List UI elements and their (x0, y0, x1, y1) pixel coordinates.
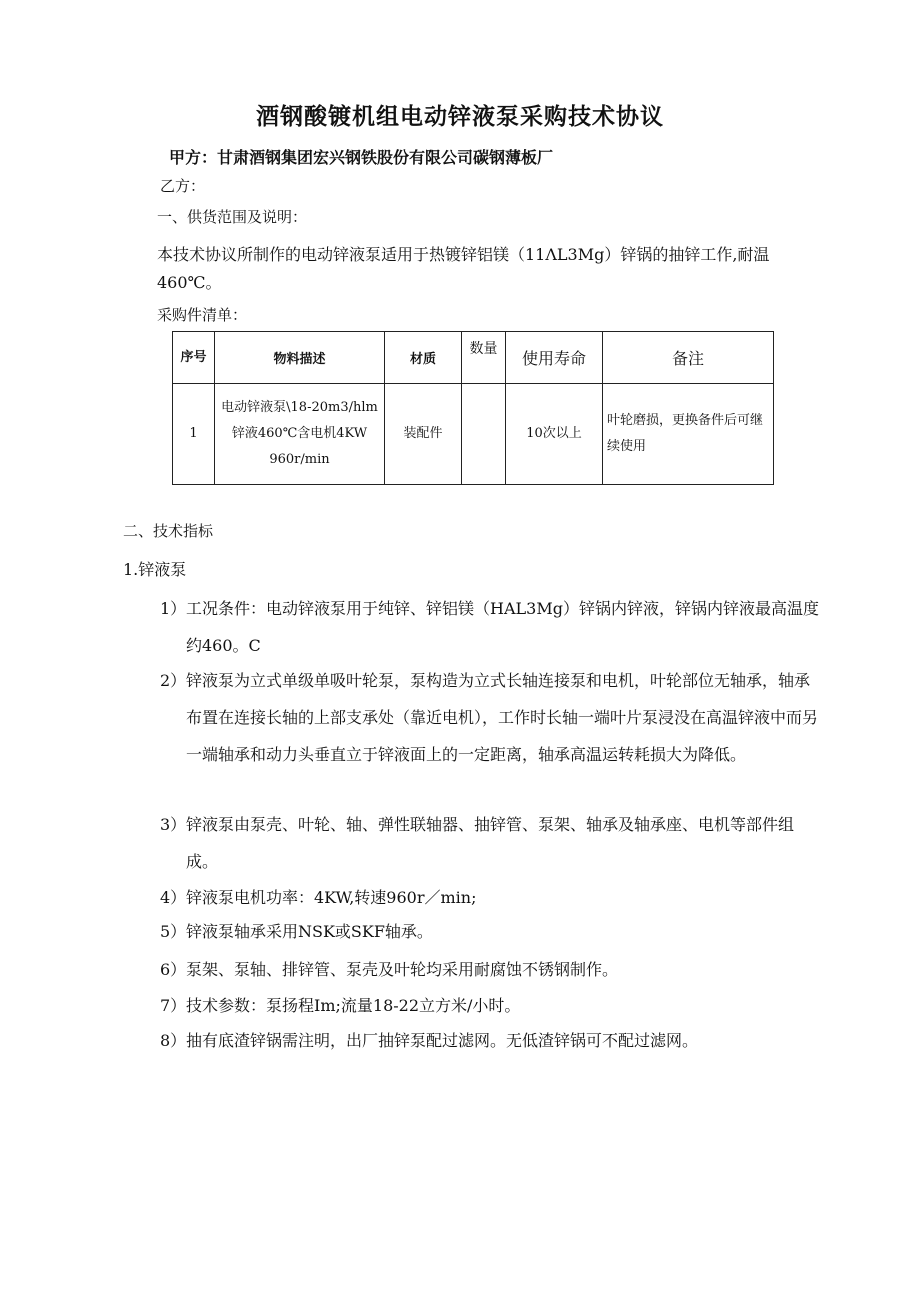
item-text: 工况条件：电动锌液泵用于纯锌、锌铝镁（HAL3Mg）锌锅内锌液，锌锅内锌液最高温度约460。C (186, 599, 819, 655)
item-text: 锌液泵轴承采用NSK或SKF轴承。 (186, 922, 433, 941)
description-line: 锌液460℃含电机4KW (231, 426, 368, 441)
cell-note: 叶轮磨损，更换备件后可继续使用 (603, 384, 774, 485)
header-note: 备注 (603, 332, 774, 384)
item-number: 4） (160, 888, 187, 907)
cell-material: 装配件 (385, 384, 462, 485)
item-number: 5） (160, 922, 187, 941)
list-item (160, 662, 820, 773)
section2-heading: 二、技术指标 (123, 522, 214, 540)
document-title: 酒钢酸镀机组电动锌液泵采购技术协议 (256, 104, 664, 130)
section1-description (157, 241, 797, 297)
list-item (160, 806, 820, 880)
item-text: 技术参数：泵扬程Im;流量18-22立方米/小时。 (186, 996, 521, 1015)
item-number: 2） (160, 671, 187, 690)
list-item (160, 1022, 820, 1059)
list-item (160, 590, 820, 664)
header-quantity: 数量 (462, 332, 506, 384)
header-no: 序号 (173, 332, 215, 384)
section1-heading: 一、供货范围及说明： (157, 208, 308, 226)
cell-description (215, 384, 385, 485)
cell-no: 1 (173, 384, 215, 485)
section2-subheading: 1.锌液泵 (123, 560, 187, 579)
item-number: 6） (160, 960, 187, 979)
header-description: 物料描述 (215, 332, 385, 384)
list-item (160, 879, 820, 916)
item-text: 抽有底渣锌锅需注明，出厂抽锌泵配过滤网。无低渣锌锅可不配过滤网。 (186, 1031, 699, 1050)
item-number: 1） (160, 599, 187, 618)
list-item (160, 987, 820, 1024)
header-material: 材质 (385, 332, 462, 384)
description-line: 960r/min (269, 452, 330, 467)
description-text: 本技术协议所制作的电动锌液泵适用于热镀锌铝镁（11ΛL3Mg）锌锅的抽锌工作,耐温460℃。 (157, 245, 770, 292)
item-text: 锌液泵为立式单级单吸叶轮泵，泵构造为立式长轴连接泵和电机，叶轮部位无轴承，轴承布置在连接长轴的上部支承处（靠近电机），工作时长轴一端叶片泵浸没在高温锌液中而另一端轴承和动力头垂直立于锌液面上的一定距离，轴承高温运转耗损大为降低。 (186, 671, 819, 764)
description-line: 电动锌液泵\18-20m3/hlm (221, 400, 378, 415)
table-header-row (173, 332, 774, 384)
cell-life: 10次以上 (506, 384, 603, 485)
item-number: 7） (160, 996, 187, 1015)
item-number: 8） (160, 1031, 187, 1050)
item-number: 3） (160, 815, 187, 834)
list-item (160, 913, 820, 950)
party-b: 乙方： (160, 177, 206, 195)
header-life: 使用寿命 (506, 332, 603, 384)
item-text: 锌液泵电机功率：4KW,转速960r／min; (186, 888, 477, 907)
procurement-list-label: 采购件清单： (157, 306, 248, 324)
table-row (173, 384, 774, 485)
list-item (160, 951, 820, 988)
procurement-table (172, 331, 774, 485)
party-a: 甲方：甘肃酒钢集团宏兴钢铁股份有限公司碳钢薄板厂 (169, 148, 554, 167)
item-text: 锌液泵由泵壳、叶轮、轴、弹性联轴器、抽锌管、泵架、轴承及轴承座、电机等部件组成。 (186, 815, 795, 871)
cell-quantity (462, 384, 506, 485)
item-text: 泵架、泵轴、排锌管、泵壳及叶轮均采用耐腐蚀不锈钢制作。 (186, 960, 619, 979)
